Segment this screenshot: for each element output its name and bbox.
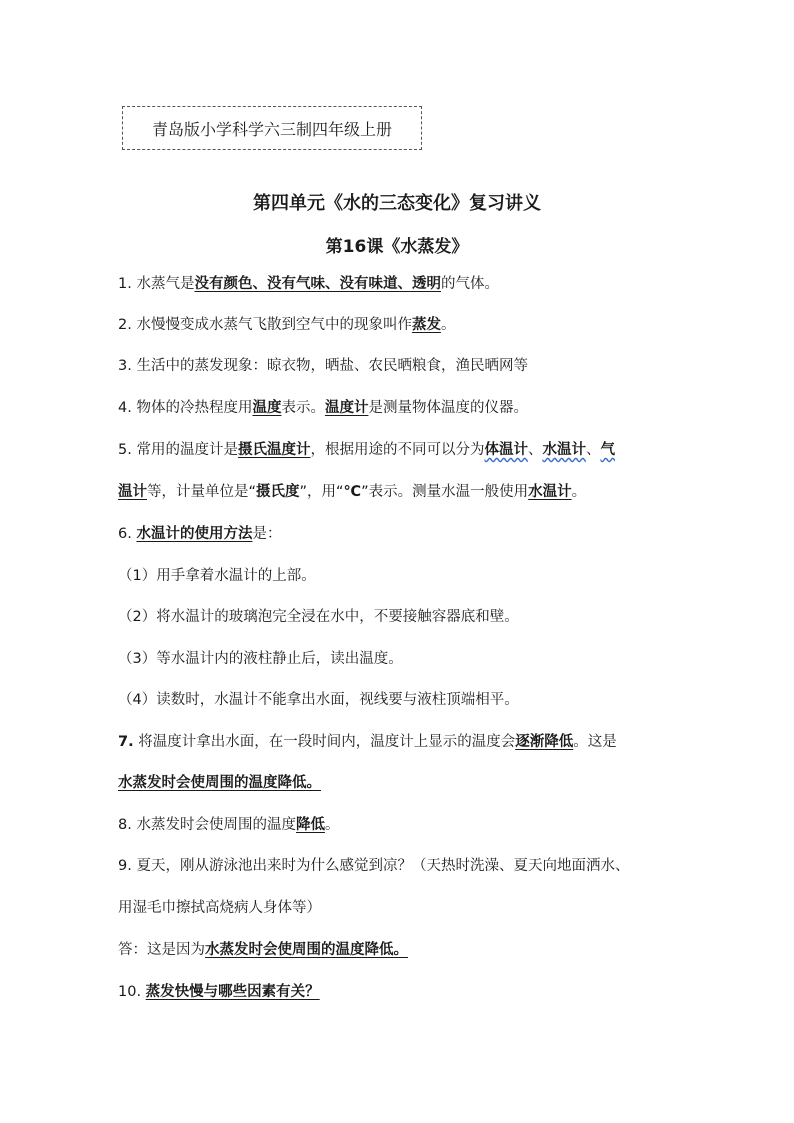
key-term: 蒸发快慢与哪些因素有关？ — [145, 984, 320, 1000]
lesson-title: 第16课《水蒸发》 — [325, 237, 469, 257]
line-text: （1）用手拿着水温计的上部。 — [118, 568, 316, 584]
line-text: （2）将水温计的玻璃泡完全浸在水中，不要接触容器底和壁。 — [118, 609, 519, 625]
key-term: 摄氏度 — [256, 484, 300, 500]
line-text: （4）读数时，水温计不能拿出水面，视线要与液柱顶端相平。 — [118, 692, 519, 708]
handout-line — [118, 856, 688, 876]
handout-line — [118, 482, 688, 502]
line-text: 是： — [252, 526, 282, 542]
handout-line — [118, 566, 688, 586]
line-text: 6. — [118, 526, 137, 542]
key-term: 气 — [600, 442, 615, 458]
handout-line — [118, 649, 688, 669]
grade-textbook-text: 青岛版小学科学六三制四年级上册 — [151, 119, 392, 139]
unit-title: 第四单元《水的三态变化》复习讲义 — [253, 193, 541, 214]
line-text: 4. 物体的冷热程度用 — [118, 400, 253, 416]
handout-line — [118, 315, 688, 335]
handout-line — [118, 398, 688, 418]
line-text: 等，计量单位是“ — [147, 484, 257, 500]
line-text: 3. 生活中的蒸发现象：晾衣物，晒盐、农民晒粮食，渔民晒网等 — [118, 358, 528, 374]
key-term: 没有颜色、没有气味、没有味道、透明 — [194, 276, 441, 292]
line-text: 表示。 — [281, 400, 325, 416]
handout-line — [118, 815, 688, 835]
key-term: 温度计 — [324, 400, 369, 416]
line-text: 8. 水蒸发时会使周围的温度 — [118, 817, 296, 833]
key-term: 温度 — [252, 400, 282, 416]
handout-line — [118, 274, 688, 294]
handout-line — [118, 898, 688, 918]
handout-line — [118, 690, 688, 710]
key-term: ℃ — [343, 484, 362, 500]
key-term: 摄氏温度计 — [237, 442, 311, 458]
line-text: 用湿毛巾擦拭高烧病人身体等） — [118, 900, 321, 916]
key-term: 水温计 — [528, 484, 572, 500]
handout-line — [118, 732, 688, 752]
handout-line — [118, 524, 688, 544]
handout-line — [118, 982, 688, 1002]
line-text: 。 — [324, 817, 340, 833]
line-text: 10. — [118, 984, 146, 1000]
handout-line — [118, 773, 688, 793]
handout-line — [118, 940, 688, 960]
line-text: 5. 常用的温度计是 — [118, 442, 238, 458]
line-text: 、 — [527, 442, 543, 458]
line-text: 是测量物体温度的仪器。 — [368, 400, 528, 416]
line-text: 。 — [571, 484, 587, 500]
line-text: 。 — [440, 317, 456, 333]
line-text: 9. 夏天，刚从游泳池出来时为什么感觉到凉？（天热时洗澡、夏天向地面洒水、 — [118, 858, 630, 874]
line-text: 1. 水蒸气是 — [118, 276, 195, 292]
key-term: 降低 — [295, 817, 325, 833]
line-text: 2. 水慢慢变成水蒸气飞散到空气中的现象叫作 — [118, 317, 412, 333]
line-text: （3）等水温计内的液柱静止后，读出温度。 — [118, 651, 403, 667]
key-term: 水温计的使用方法 — [136, 526, 253, 542]
key-term: 水温计 — [542, 442, 586, 458]
grade-textbook-label — [122, 106, 422, 150]
handout-line — [118, 607, 688, 627]
line-text: ，根据用途的不同可以分为 — [310, 442, 485, 458]
line-text: 的气体。 — [440, 276, 499, 292]
line-text: 。这是 — [573, 734, 617, 750]
key-term: 水蒸发时会使周围的温度降低。 — [205, 942, 408, 958]
key-term: 温计 — [118, 484, 147, 500]
key-term: 蒸发 — [411, 317, 441, 333]
line-text: 、 — [585, 442, 601, 458]
line-text: 答：这是因为 — [118, 942, 205, 958]
line-text: ”，用“ — [299, 484, 344, 500]
key-term: 7. — [118, 734, 134, 750]
key-term: 体温计 — [484, 442, 528, 458]
line-text: ”表示。测量水温一般使用 — [361, 484, 529, 500]
key-term: 逐渐降低 — [515, 734, 574, 750]
handout-line — [118, 356, 688, 376]
handout-line — [118, 440, 688, 460]
key-term: 水蒸发时会使周围的温度降低。 — [118, 775, 321, 791]
line-text: 将温度计拿出水面，在一段时间内，温度计上显示的温度会 — [133, 734, 516, 750]
